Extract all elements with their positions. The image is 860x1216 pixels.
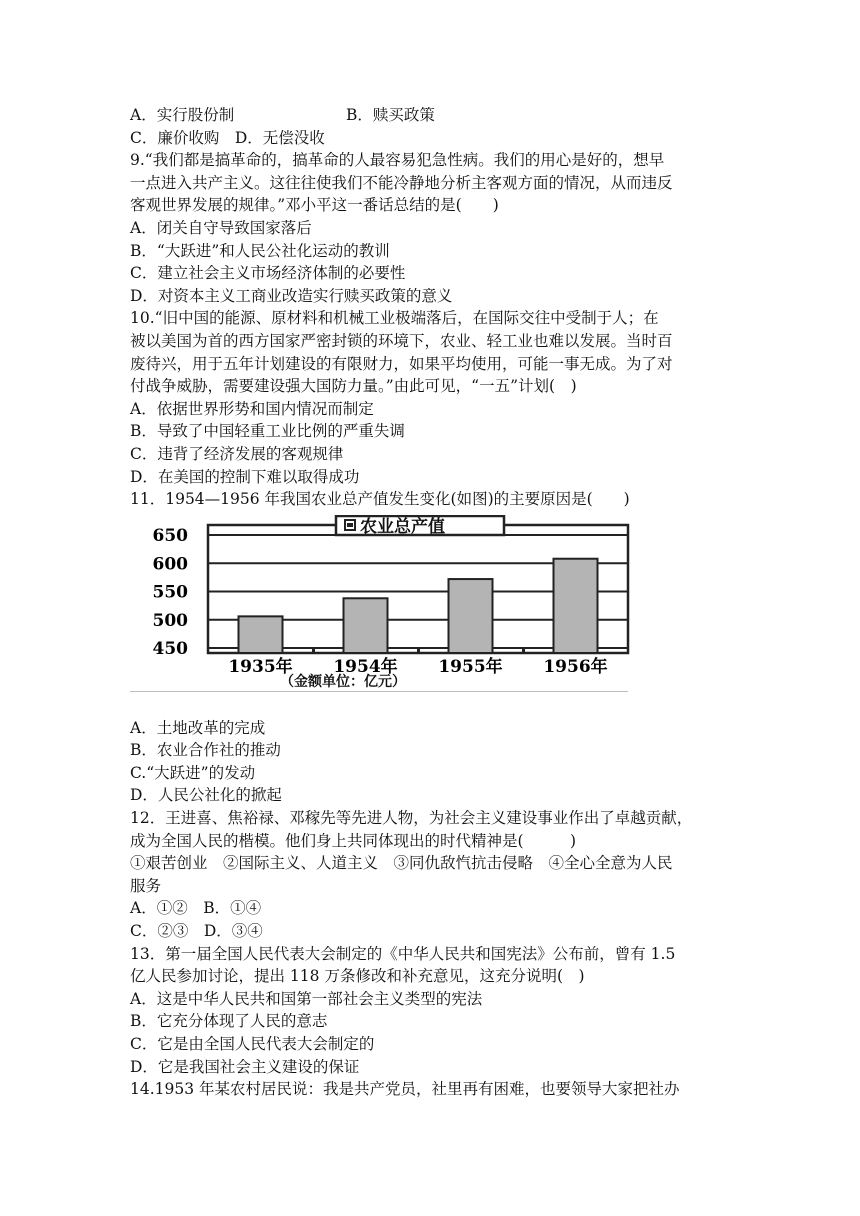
option-q8-opt-ab-0: A．实行股份制 — [130, 106, 235, 124]
y-tick-label: 550 — [152, 582, 188, 603]
text-line-q13-opt-d: D．它是我国社会主义建设的保证 — [130, 1057, 360, 1076]
y-tick-label: 600 — [152, 553, 188, 574]
text-line-q10-stem-1: 10.“旧中国的能源、原材料和机械工业极端落后，在国际交往中受制于人；在 — [130, 309, 659, 328]
text-line-q10-opt-d: D．在美国的控制下难以取得成功 — [130, 467, 360, 486]
text-line-q9-stem-1: 9.“我们都是搞革命的，搞革命的人最容易犯急性病。我们的用心是好的，想早 — [130, 151, 665, 170]
text-line-q13-stem-1: 13．第一届全国人民代表大会制定的《中华人民共和国宪法》公布前，曾有 1.5 — [130, 944, 676, 963]
text-line-q11-stem: 11．1954—1956 年我国农业总产值发生变化(如图)的主要原因是( ) — [130, 490, 630, 509]
text-line-q9-stem-2: 一点进入共产主义。这往往使我们不能冷静地分析主客观方面的情况，从而违反 — [130, 173, 673, 192]
text-line-q9-opt-a: A．闭关自守导致国家落后 — [130, 218, 312, 237]
text-line-q11-opt-c: C.“大跃进”的发动 — [130, 763, 256, 782]
tick-mark — [312, 649, 315, 652]
text-line-q12-stem-2: 成为全国人民的楷模。他们身上共同体现出的时代精神是( ) — [130, 831, 577, 850]
text-line-q11-opt-d: D．人民公社化的掀起 — [130, 786, 282, 805]
x-tick-label: 1954年 — [333, 656, 398, 677]
text-line-q10-stem-3: 废待兴，用于五年计划建设的有限财力，如果平均使用，可能一事无成。为了对 — [130, 354, 673, 373]
text-line-q10-opt-c: C．违背了经济发展的客观规律 — [130, 444, 344, 463]
text-line-q10-opt-a: A．依据世界形势和国内情况而制定 — [130, 399, 374, 418]
text-line-q12-items-2: 服务 — [130, 876, 162, 895]
text-line-q9-opt-b: B．“大跃进”和人民公社化运动的教训 — [130, 241, 390, 260]
text-line-q13-opt-c: C．它是由全国人民代表大会制定的 — [130, 1035, 375, 1053]
text-line-q10-stem-2: 被以美国为首的西方国家严密封锁的环境下，农业、轻工业也难以发展。当时百 — [130, 331, 673, 350]
exam-page — [130, 104, 730, 1101]
text-line-q10-opt-b: B．导致了中国轻重工业比例的严重失调 — [130, 422, 405, 441]
x-tick-label: 1935年 — [228, 656, 293, 677]
text-line-q12-opt-ab: A．①② B．①④ — [130, 899, 262, 918]
x-tick-label: 1955年 — [438, 656, 503, 677]
agricultural-output-chart — [130, 515, 630, 701]
text-line-q13-opt-a: A．这是中华人民共和国第一部社会主义类型的宪法 — [130, 989, 483, 1008]
text-line-q14-stem-1: 14.1953 年某农村居民说：我是共产党员，社里再有困难，也要领导大家把社办 — [130, 1080, 680, 1099]
text-line-q9-stem-3: 客观世界发展的规律。”邓小平这一番话总结的是( ) — [130, 196, 499, 215]
y-tick-label: 650 — [152, 525, 188, 546]
option-q8-opt-ab-1: B．赎买政策 — [346, 106, 435, 124]
text-line-q8-opt-cd: C．廉价收购 D．无偿没收 — [130, 128, 325, 147]
y-tick-label: 500 — [152, 610, 188, 631]
tick-mark — [417, 649, 420, 652]
bar-chart — [130, 515, 630, 691]
tick-mark — [522, 649, 525, 652]
text-line-q8-opt-ab — [130, 104, 730, 127]
y-tick-label: 450 — [152, 638, 188, 659]
text-line-q13-stem-2: 亿人民参加讨论，提出 118 万条修改和补充意见，这充分说明( ) — [130, 967, 585, 986]
chart-title: 农业总产值 — [360, 516, 445, 537]
questions-11-14 — [130, 717, 730, 1101]
text-line-q12-stem-1: 12．王进喜、焦裕禄、邓稼先等先进人物，为社会主义建设事业作出了卓越贡献， — [130, 809, 693, 828]
text-line-q13-opt-b: B．它充分体现了人民的意志 — [130, 1012, 328, 1031]
questions-8-11 — [130, 104, 730, 511]
x-tick-label: 1956年 — [543, 656, 608, 677]
text-line-q12-items-1: ①艰苦创业 ②国际主义、人道主义 ③同仇敌忾抗击侵略 ④全心全意为人民 — [130, 854, 673, 873]
text-line-q10-stem-4: 付战争威胁，需要建设强大国防力量。”由此可见，“一五”计划( ) — [130, 377, 577, 396]
bar-1935年 — [239, 616, 283, 653]
bar-1955年 — [449, 579, 493, 653]
bar-1954年 — [344, 598, 388, 653]
text-line-q9-opt-c: C．建立社会主义市场经济体制的必要性 — [130, 264, 406, 283]
text-line-q11-opt-a: A．土地改革的完成 — [130, 718, 266, 737]
chart-divider — [130, 691, 628, 692]
chart-unit-note: （金额单位：亿元） — [280, 673, 406, 690]
bar-1956年 — [554, 558, 598, 652]
text-line-q9-opt-d: D．对资本主义工商业改造实行赎买政策的意义 — [130, 286, 453, 305]
text-line-q12-opt-cd: C．②③ D．③④ — [130, 922, 263, 941]
text-line-q11-opt-b: B．农业合作社的推动 — [130, 741, 281, 760]
